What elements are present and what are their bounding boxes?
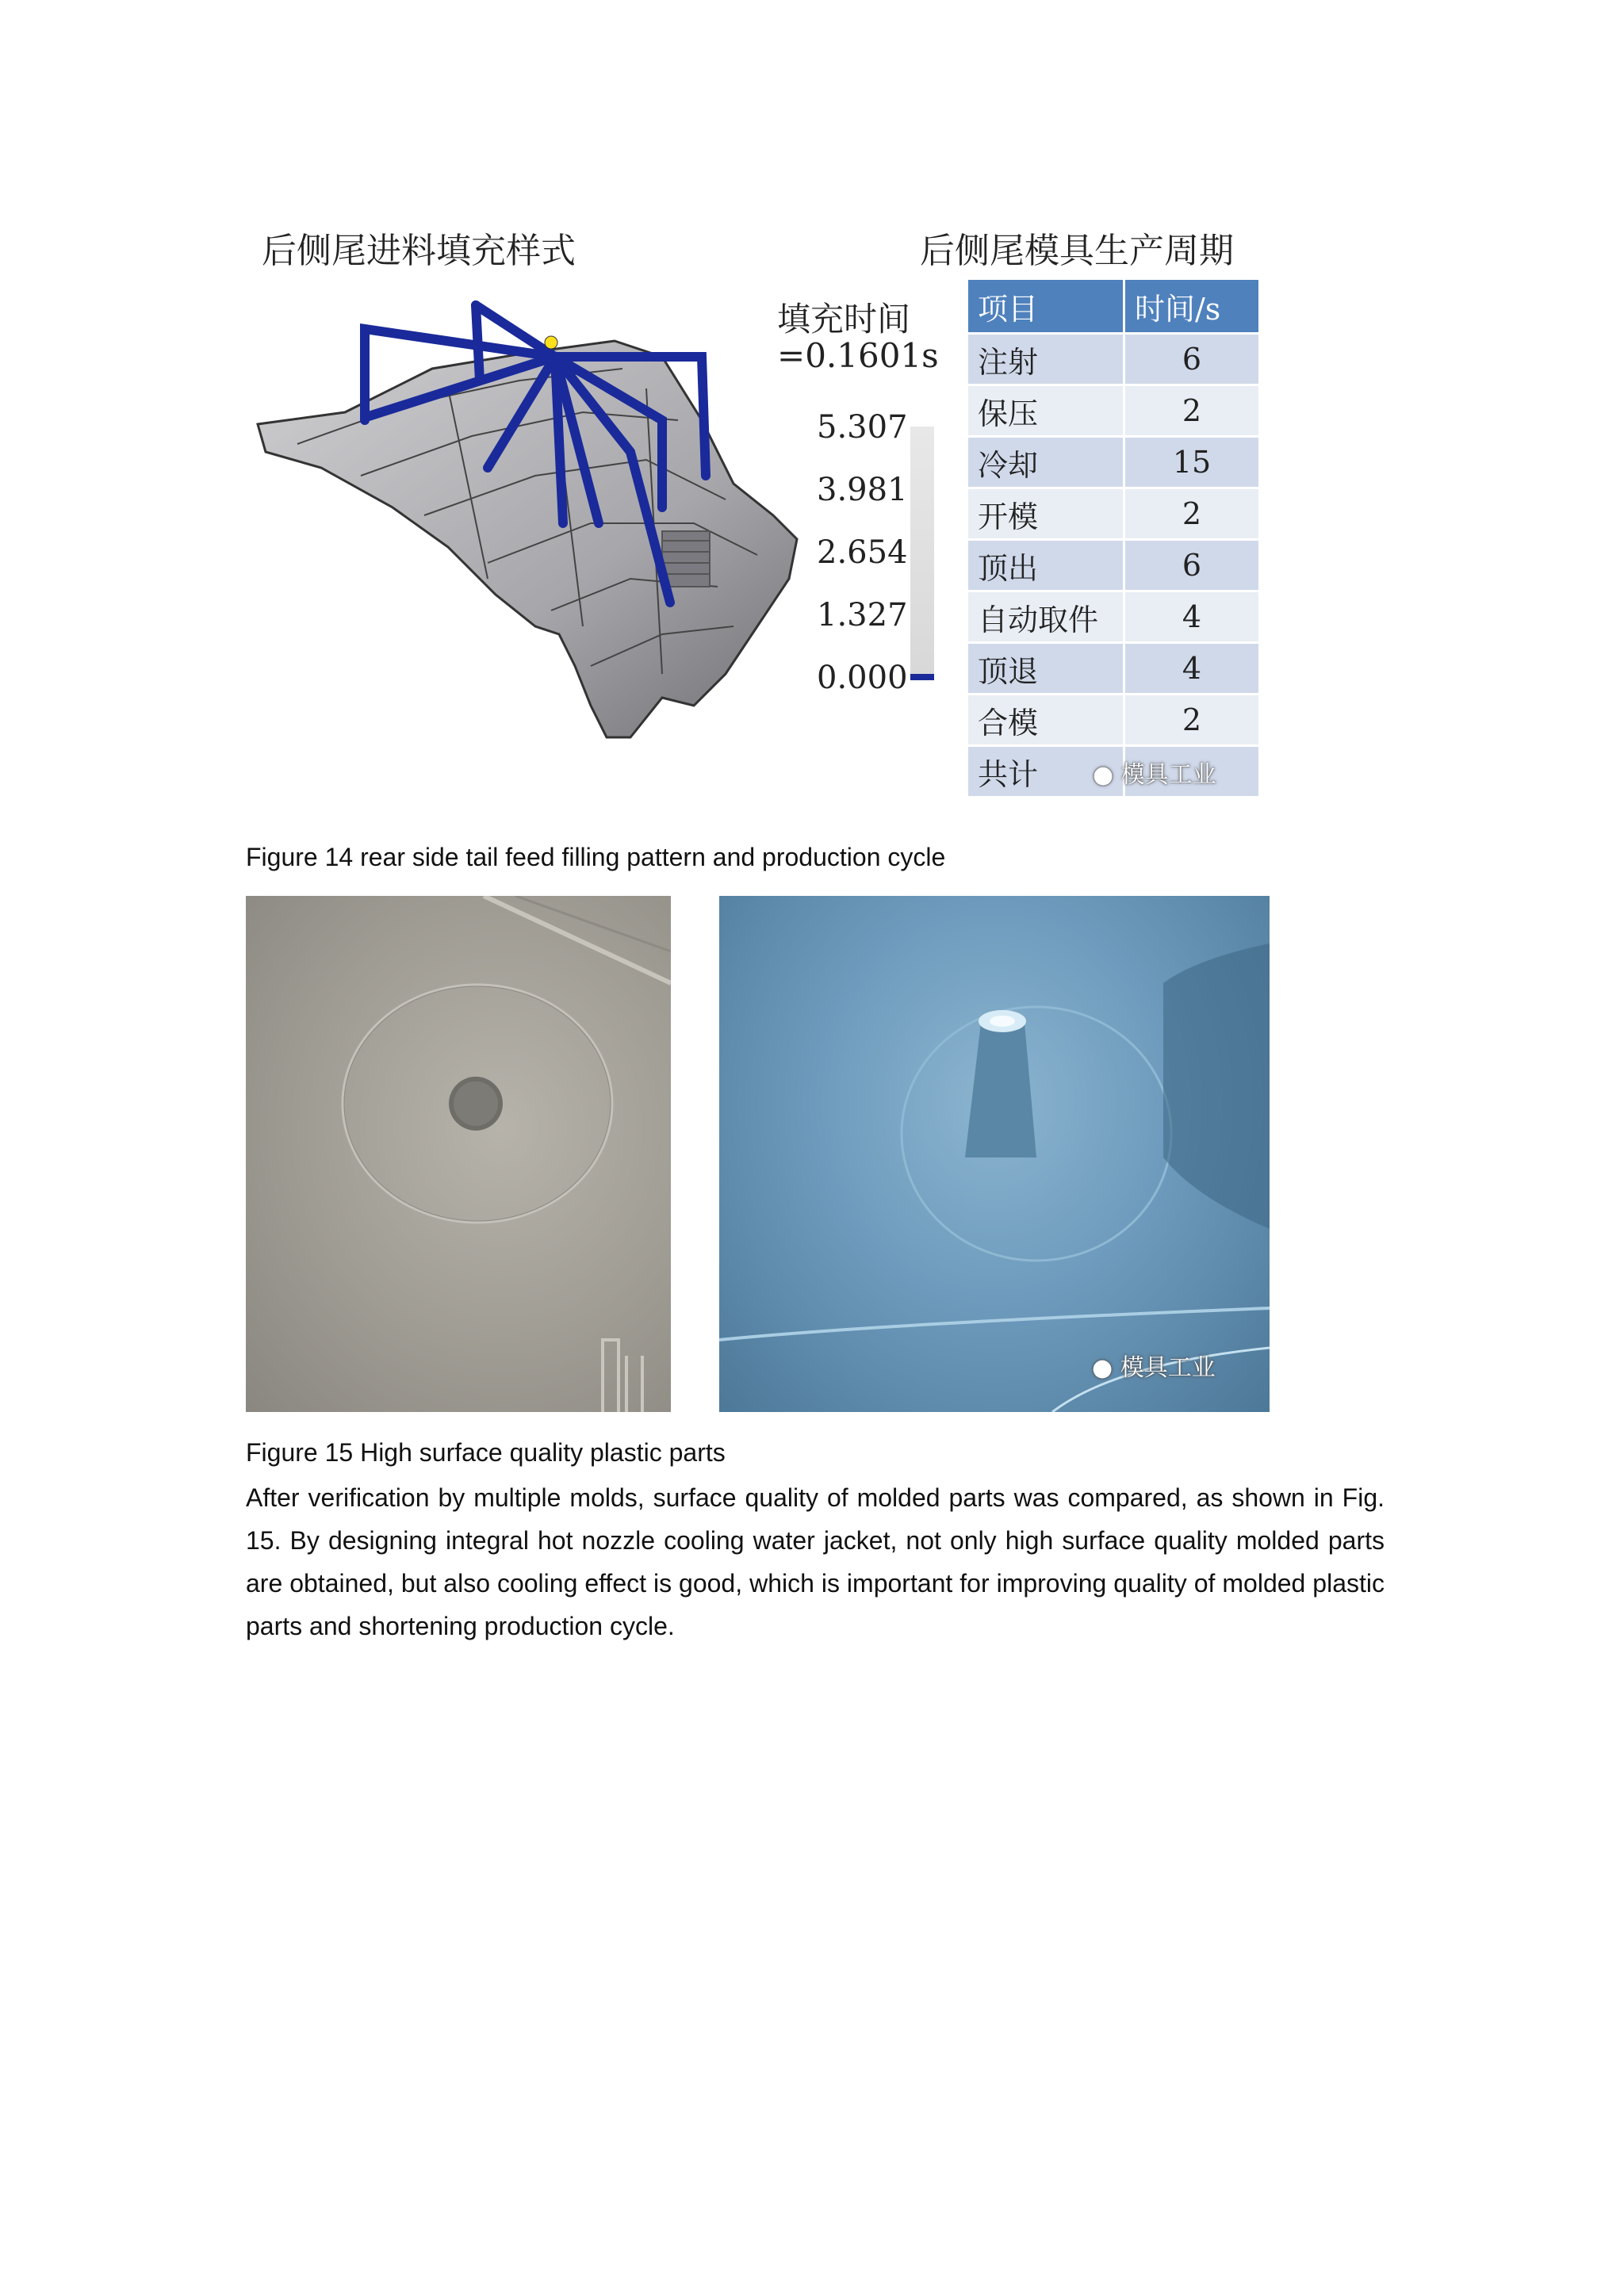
figure-14-right-title: 后侧尾模具生产周期 [920, 231, 1234, 271]
table-row [967, 643, 1260, 695]
table-header-row [967, 279, 1260, 334]
legend-value: 5.307 [817, 409, 908, 446]
fill-time-legend [817, 409, 908, 722]
fill-time-label [777, 301, 939, 374]
table-cell-item: 注射 [967, 334, 1124, 385]
table-cell-time: 4 [1124, 643, 1260, 695]
photo-gray-part-surface [246, 896, 671, 1412]
filling-pattern-render [250, 293, 821, 753]
table-cell-time: 2 [1124, 695, 1260, 746]
table-cell-item: 保压 [967, 385, 1124, 437]
watermark-text: 模具工业 [1120, 761, 1216, 789]
fill-time-label-line1: 填充时间 [777, 300, 911, 339]
blue-part-illustration [719, 896, 1270, 1412]
body-paragraph: After verification by multiple molds, surface quality of molded parts was compared, as shown in Fig. 15. By designing integral hot nozzle cooling water jacket, not only high surface quality molded parts are obtained, but also cooling effect is good, which is important for improving quality of molded plastic parts and shortening production cycle. [246, 1483, 1385, 1640]
table-cell-item: 自动取件 [967, 591, 1124, 643]
figure-15-watermark [1092, 1348, 1216, 1383]
table-row [967, 437, 1260, 488]
table-cell-time: 2 [1124, 385, 1260, 437]
wechat-icon: ● [1092, 1354, 1113, 1382]
table-row [967, 540, 1260, 591]
table-row [967, 385, 1260, 437]
table-row [967, 334, 1260, 385]
table-cell-item: 顶退 [967, 643, 1124, 695]
table-cell-time: 4 [1124, 591, 1260, 643]
table-cell-time: 15 [1124, 437, 1260, 488]
legend-value: 3.981 [817, 472, 908, 508]
table-cell-time: 6 [1124, 334, 1260, 385]
table-cell-time: 2 [1124, 488, 1260, 540]
legend-value: 0.000 [817, 660, 908, 696]
table-cell-item: 冷却 [967, 437, 1124, 488]
wechat-icon: ● [1093, 761, 1114, 789]
vent-grille [662, 531, 710, 587]
injection-point [545, 336, 557, 349]
legend-value: 1.327 [817, 597, 908, 633]
table-header-item: 项目 [967, 279, 1124, 334]
photo-blue-part-surface [719, 896, 1270, 1412]
legend-value: 2.654 [817, 534, 908, 571]
production-cycle-table [966, 277, 1261, 798]
fill-time-label-line2: =0.1601s [777, 336, 939, 375]
table-row [967, 488, 1260, 540]
table-cell-item: 共计 [967, 746, 1124, 798]
table-cell-item: 开模 [967, 488, 1124, 540]
figure-14-caption: Figure 14 rear side tail feed filling pattern and production cycle [246, 843, 946, 871]
table-cell-item: 顶出 [967, 540, 1124, 591]
watermark-text: 模具工业 [1120, 1354, 1216, 1382]
figure-14-left-title: 后侧尾进料填充样式 [262, 231, 576, 271]
table-header-time: 时间/s [1124, 279, 1260, 334]
legend-zero-marker [910, 674, 934, 680]
table-cell-time: 6 [1124, 540, 1260, 591]
table-row [967, 591, 1260, 643]
legend-color-bar [910, 427, 934, 675]
table-cell-item: 合模 [967, 695, 1124, 746]
table-row [967, 695, 1260, 746]
figure-14-watermark [1093, 755, 1216, 790]
gray-part-illustration [246, 896, 671, 1412]
figure-15-caption: Figure 15 High surface quality plastic parts [246, 1438, 726, 1467]
